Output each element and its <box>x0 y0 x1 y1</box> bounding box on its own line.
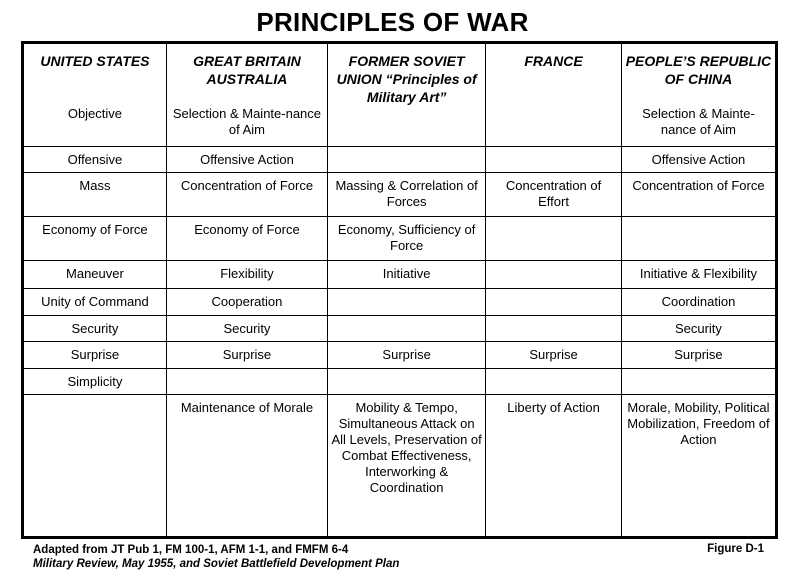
table-cell <box>486 260 622 288</box>
table-cell: Offensive Action <box>621 146 776 172</box>
table-cell: Security <box>23 315 167 341</box>
table-row <box>23 341 777 368</box>
table-row <box>23 368 777 394</box>
table-cell <box>486 368 622 394</box>
table-cell: Selection & Mainte-nance of Aim <box>621 106 776 146</box>
table-cell: Initiative <box>328 260 486 288</box>
table-row <box>23 315 777 341</box>
header-row <box>23 43 777 107</box>
table-row <box>23 106 777 146</box>
header-united-states: UNITED STATES <box>23 43 167 107</box>
table-cell: Economy of Force <box>23 216 167 260</box>
table-cell: Security <box>166 315 327 341</box>
table-cell <box>328 368 486 394</box>
table-cell: Massing & Correlation of Forces <box>328 172 486 216</box>
header-great-britain-australia: GREAT BRITAIN AUSTRALIA <box>166 43 327 107</box>
table-cell: Surprise <box>621 341 776 368</box>
table-row <box>23 172 777 216</box>
table-row <box>23 216 777 260</box>
table-cell <box>328 315 486 341</box>
table-cell: Maneuver <box>23 260 167 288</box>
header-france: FRANCE <box>486 43 622 107</box>
table-cell <box>621 368 776 394</box>
source-line-2: Military Review, May 1955, and Soviet Battlefield Development Plan <box>33 558 400 570</box>
table-cell: Offensive <box>23 146 167 172</box>
table-cell <box>486 315 622 341</box>
table-cell <box>486 106 622 146</box>
header-prc: PEOPLE’S REPUBLIC OF CHINA <box>621 43 776 107</box>
table-cell: Liberty of Action <box>486 394 622 537</box>
table-cell: Concentration of Effort <box>486 172 622 216</box>
table-cell <box>23 394 167 537</box>
table-cell: Maintenance of Morale <box>166 394 327 537</box>
table-cell <box>166 368 327 394</box>
table-cell: Mobility & Tempo, Simultaneous Attack on All Levels, Preservation of Combat Effectiveness, Interworking & Coordination <box>328 394 486 537</box>
table-cell: Concentration of Force <box>621 172 776 216</box>
table-cell: Morale, Mobility, Political Mobilization, Freedom of Action <box>621 394 776 537</box>
table-cell <box>328 288 486 315</box>
header-former-soviet-union: FORMER SOVIET UNION “Principles of Military Art” <box>328 43 486 107</box>
table-cell: Objective <box>23 106 167 146</box>
source-note <box>33 543 399 571</box>
table-row <box>23 260 777 288</box>
table-cell: Cooperation <box>166 288 327 315</box>
table-cell: Security <box>621 315 776 341</box>
table-cell <box>486 288 622 315</box>
table-cell <box>621 216 776 260</box>
table-cell: Initiative & Flexibility <box>621 260 776 288</box>
figure-label: Figure D-1 <box>707 543 764 555</box>
table-cell: Simplicity <box>23 368 167 394</box>
table-cell: Mass <box>23 172 167 216</box>
table-cell: Selection & Mainte-nance of Aim <box>166 106 327 146</box>
table-cell: Coordination <box>621 288 776 315</box>
table-row <box>23 394 777 537</box>
table-cell: Economy of Force <box>166 216 327 260</box>
table-cell: Surprise <box>486 341 622 368</box>
table-cell: Surprise <box>328 341 486 368</box>
table-cell <box>486 216 622 260</box>
table-cell <box>486 146 622 172</box>
source-line-1: Adapted from JT Pub 1, FM 100-1, AFM 1-1, and FMFM 6-4 <box>33 544 349 556</box>
table-cell: Flexibility <box>166 260 327 288</box>
table-cell: Concentration of Force <box>166 172 327 216</box>
principles-table <box>21 41 778 539</box>
table-cell: Offensive Action <box>166 146 327 172</box>
table-cell <box>328 146 486 172</box>
page-title: PRINCIPLES OF WAR <box>256 7 529 37</box>
table-cell: Economy, Sufficiency of Force <box>328 216 486 260</box>
table-row <box>23 288 777 315</box>
table-cell: Unity of Command <box>23 288 167 315</box>
table-row <box>23 146 777 172</box>
table-cell: Surprise <box>23 341 167 368</box>
table-cell <box>328 106 486 146</box>
table-cell: Surprise <box>166 341 327 368</box>
